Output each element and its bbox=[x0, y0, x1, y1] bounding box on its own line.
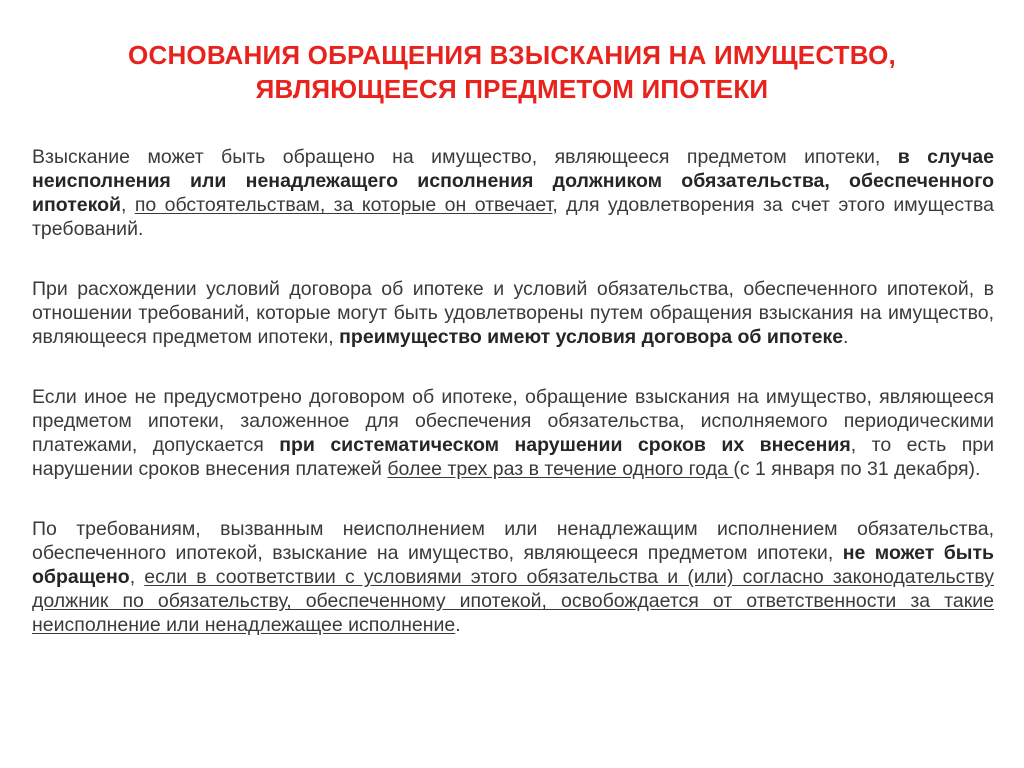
paragraph-2-text: При расхождении условий договора об ипотеке и условий обязательства, обеспеченного ипотекой, в отношении требований, которые могут быть удовлетворены путем обращения взыскания на имущество, являющееся предметом ипотеки, bbox=[32, 278, 994, 348]
paragraph-4-text: По требованиям, вызванным неисполнением или ненадлежащим исполнением обязательства, обеспеченного ипотекой, взыскание на имущество, являющееся предметом ипотеки, bbox=[32, 518, 994, 564]
paragraph-1-text: Взыскание может быть обращено на имущество, являющееся предметом ипотеки, bbox=[32, 146, 898, 168]
title-line-1: ОСНОВАНИЯ ОБРАЩЕНИЯ ВЗЫСКАНИЯ НА ИМУЩЕСТВО, bbox=[128, 40, 896, 70]
paragraph-3-bold: при систематическом нарушении сроков их внесения bbox=[279, 434, 851, 456]
paragraph-1-bold: в случае неисполнения или ненадлежащего исполнения должником обязательства, обеспеченного ипотекой bbox=[32, 146, 994, 216]
paragraph-2-bold: преимущество имеют условия договора об ипотеке bbox=[339, 326, 844, 348]
paragraph-3-underline: более трех раз в течение одного года bbox=[387, 458, 734, 480]
paragraph-1 bbox=[32, 145, 994, 241]
slide-title bbox=[60, 38, 964, 106]
paragraph-1-underline: по обстоятельствам, за которые он отвечает bbox=[134, 194, 553, 216]
paragraph-2 bbox=[32, 277, 994, 349]
paragraph-2-text-2: . bbox=[843, 326, 849, 348]
paragraph-4-underline: если в соответствии с условиями этого обязательства и (или) согласно законодательству должник по обязательству, обеспеченному ипотекой, освобождается от ответственности за такие неисполнение или ненадлежащее исполнение bbox=[32, 566, 994, 636]
paragraph-4 bbox=[32, 517, 994, 637]
slide-body bbox=[32, 145, 994, 673]
paragraph-1-text-3: , для удовлетворения за счет этого имущества требований. bbox=[32, 194, 994, 240]
paragraph-4-text-3: . bbox=[455, 614, 461, 636]
paragraph-3-text-3: (с 1 января по 31 декабря). bbox=[733, 458, 981, 480]
paragraph-3 bbox=[32, 385, 994, 481]
paragraph-3-text-2: , то есть при нарушении сроков внесения платежей bbox=[32, 434, 994, 480]
title-line-2: ЯВЛЯЮЩЕЕСЯ ПРЕДМЕТОМ ИПОТЕКИ bbox=[255, 74, 769, 104]
paragraph-4-text-2: , bbox=[129, 566, 145, 588]
paragraph-1-text-2: , bbox=[121, 194, 135, 216]
paragraph-4-bold: не может быть обращено bbox=[32, 542, 994, 588]
paragraph-3-text: Если иное не предусмотрено договором об ипотеке, обращение взыскания на имущество, являющееся предметом ипотеки, заложенное для обеспечения обязательства, исполняемого периодическими платежами, допускается bbox=[32, 386, 994, 456]
